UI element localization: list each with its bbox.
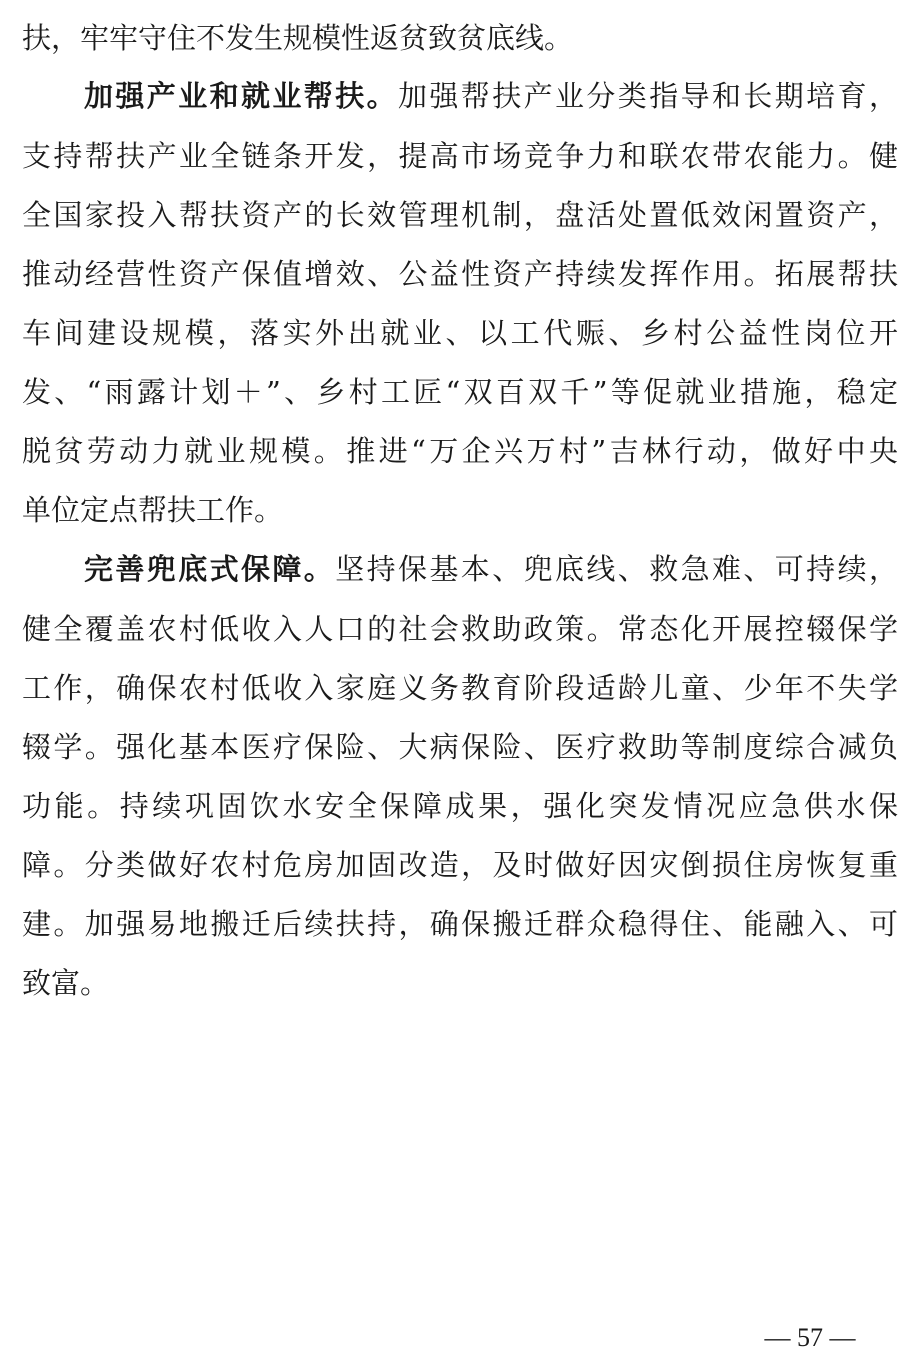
paragraph-line: 工作，确保农村低收入家庭义务教育阶段适龄儿童、少年不失学 [22, 671, 898, 705]
paragraph-line: 致富。 [22, 966, 110, 1000]
section-heading-safety: 完善兜底式保障。 [84, 552, 336, 586]
section-heading-industry: 加强产业和就业帮扶。 [84, 79, 398, 113]
paragraph-line: 脱贫劳动力就业规模。推进“万企兴万村”吉林行动，做好中央 [22, 434, 898, 468]
paragraph-text: 坚持保基本、兜底线、救急难、可持续， [335, 552, 898, 586]
paragraph-line: 全国家投入帮扶资产的长效管理机制，盘活处置低效闲置资产， [22, 198, 898, 232]
paragraph-line: 发、“雨露计划＋”、乡村工匠“双百双千”等促就业措施，稳定 [22, 375, 898, 409]
paragraph-line: 障。分类做好农村危房加固改造，及时做好因灾倒损住房恢复重 [22, 848, 898, 882]
page-number: — 57 — [764, 1323, 856, 1352]
paragraph-line: 推动经营性资产保值增效、公益性资产持续发挥作用。拓展帮扶 [22, 257, 898, 291]
paragraph-line: 健全覆盖农村低收入人口的社会救助政策。常态化开展控辍保学 [22, 612, 898, 646]
paragraph-first-line [84, 76, 898, 116]
paragraph-line: 功能。持续巩固饮水安全保障成果，强化突发情况应急供水保 [22, 789, 898, 823]
paragraph-line: 辍学。强化基本医疗保险、大病保险、医疗救助等制度综合减负 [22, 730, 898, 764]
paragraph-line: 车间建设规模，落实外出就业、以工代赈、乡村公益性岗位开 [22, 316, 898, 350]
paragraph-line: 单位定点帮扶工作。 [22, 493, 284, 527]
paragraph-first-line [84, 549, 898, 589]
paragraph-line: 扶，牢牢守住不发生规模性返贫致贫底线。 [22, 21, 574, 55]
paragraph-line: 支持帮扶产业全链条开发，提高市场竞争力和联农带农能力。健 [22, 139, 898, 173]
paragraph-line: 建。加强易地搬迁后续扶持，确保搬迁群众稳得住、能融入、可 [22, 907, 898, 941]
paragraph-text: 加强帮扶产业分类指导和长期培育， [398, 79, 898, 113]
